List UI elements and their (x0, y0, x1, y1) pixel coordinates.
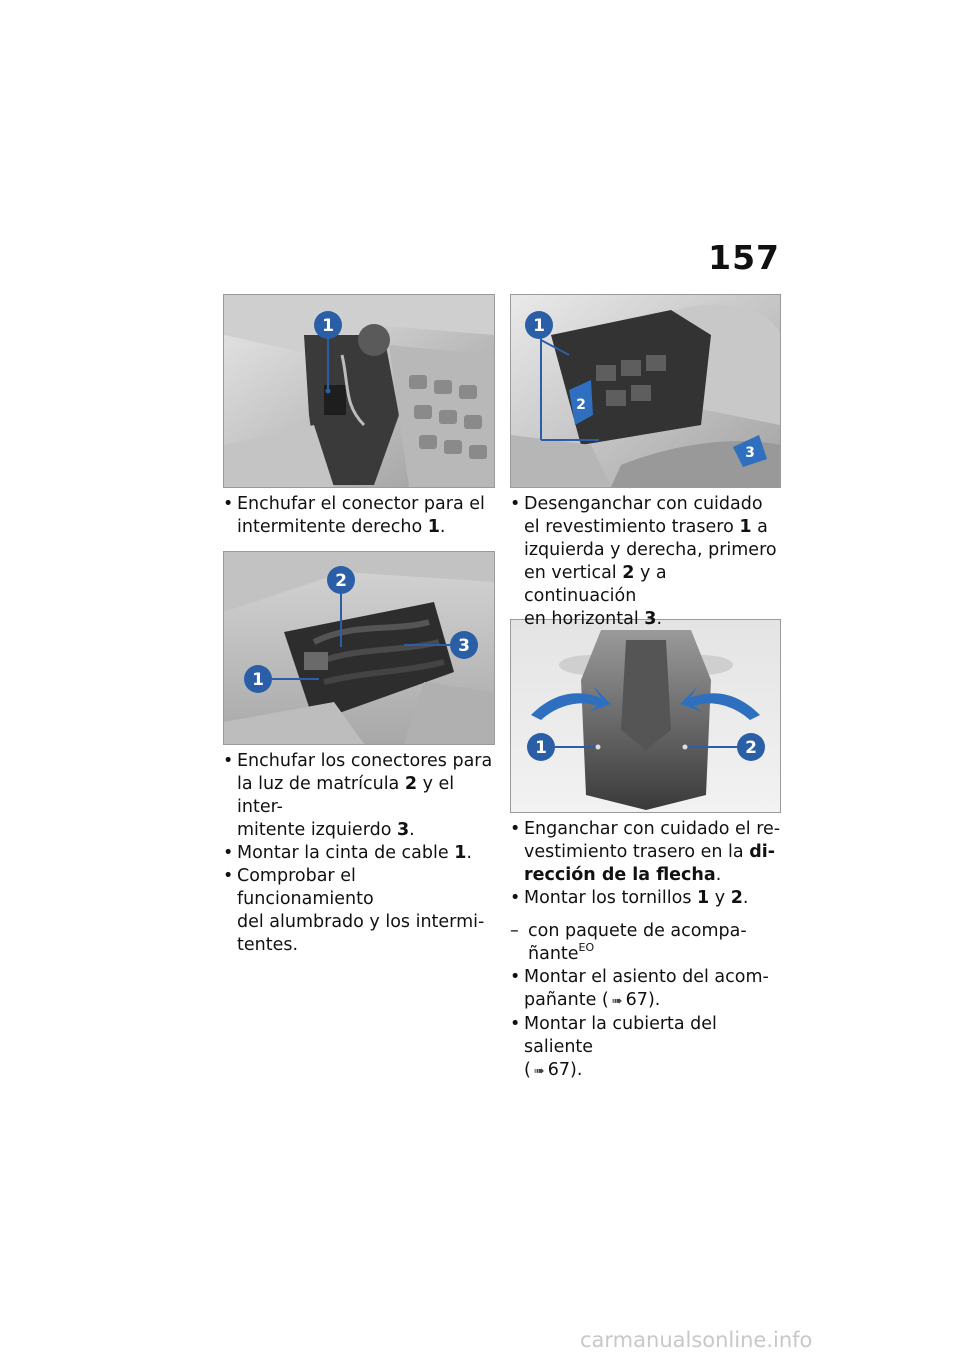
svg-text:3: 3 (458, 636, 470, 656)
right-instructions-2 (510, 818, 782, 1083)
list-item: • Montar la cubierta del saliente ( ➠ 67). (510, 1013, 782, 1083)
left-instructions-1 (223, 493, 498, 539)
right-instructions-1 (510, 493, 782, 631)
svg-text:1: 1 (322, 316, 334, 336)
condition-line: – con paquete de acompa- ñante$^{EO}$ (510, 921, 747, 964)
svg-text:2: 2 (576, 397, 586, 413)
connectors-photo-icon (224, 552, 494, 744)
left-instructions-2 (223, 750, 498, 957)
list-item: • Desenganchar con cuidado el revestimiento trasero 1 a izquierda y derecha, primero en vertical 2 y a continuación en horizontal 3. (510, 494, 777, 629)
page-reference-arrow-icon: ➠ (611, 994, 623, 1009)
page-number: 157 (708, 238, 780, 277)
svg-text:3: 3 (745, 445, 755, 461)
rear-cover-photo-icon (511, 620, 780, 812)
svg-text:2: 2 (745, 738, 757, 758)
list-item: • Montar los tornillos 1 y 2. (510, 888, 749, 908)
svg-text:1: 1 (252, 670, 264, 690)
figure-rear-cover-screws (510, 619, 781, 813)
watermark: carmanualsonline.info (580, 1328, 813, 1352)
svg-text:2: 2 (335, 571, 347, 591)
rear-trim-photo-icon (511, 295, 780, 487)
list-item: • Enchufar los conectores para la luz de matrícula 2 y el inter- mitente izquierdo 3. (223, 751, 493, 840)
figure-connector-right-indicator (223, 294, 495, 488)
list-item: • Montar el asiento del acom- pañante ( ➠ 67). (510, 966, 782, 1013)
page-reference-arrow-icon: ➠ (533, 1064, 545, 1079)
connector-photo-icon (224, 295, 494, 487)
svg-text:1: 1 (533, 316, 545, 336)
svg-text:1: 1 (535, 738, 547, 758)
list-item: • Comprobar el funcionamiento del alumbrado y los intermi- tentes. (223, 866, 485, 955)
figure-connectors-plate-light (223, 551, 495, 745)
list-item: • Enchufar el conector para el intermitente derecho 1. (223, 494, 485, 537)
figure-rear-trim-unhook (510, 294, 781, 488)
list-item: • Enganchar con cuidado el re- vestimiento trasero en la di- rección de la flecha. (510, 819, 781, 885)
list-item: • Montar la cinta de cable 1. (223, 843, 472, 863)
